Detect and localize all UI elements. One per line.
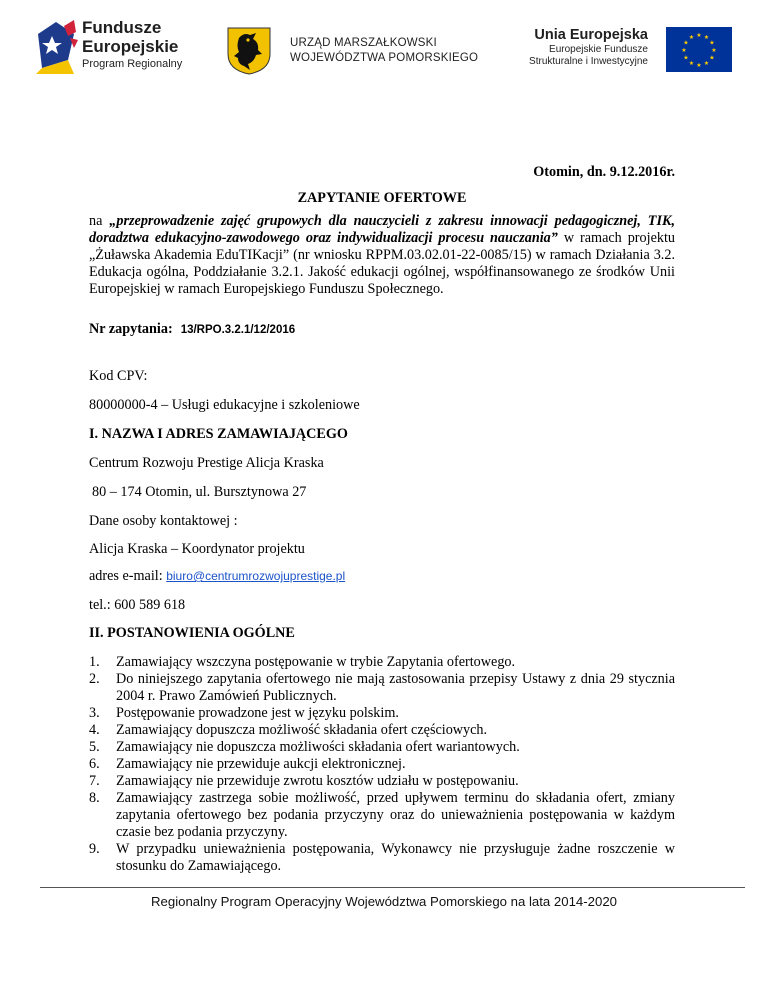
fe-star-icon [34, 16, 80, 76]
fe-line1: Fundusze [82, 18, 162, 37]
provision-item [89, 773, 675, 790]
provision-text: W przypadku unieważnienia postępowania, Wykonawcy nie przysługuje żadne roszczenie w stosunku do Zamawiającego. [116, 841, 675, 874]
organization-name: Centrum Rozwoju Prestige Alicja Kraska [89, 455, 324, 471]
email-label: adres e-mail: [89, 568, 167, 584]
eu-line1: Unia Europejska [534, 27, 648, 43]
provision-number: 4. [89, 722, 100, 738]
provision-number: 7. [89, 773, 100, 789]
provision-text: Postępowanie prowadzone jest w języku polskim. [116, 705, 399, 721]
svg-text:★: ★ [688, 60, 695, 67]
office-line1: URZĄD MARSZAŁKOWSKI [290, 37, 437, 49]
office-line2: WOJEWÓDZTWA POMORSKIEGO [290, 52, 479, 64]
provision-text: Zamawiający nie dopuszcza możliwości składania ofert wariantowych. [116, 739, 520, 755]
svg-text:★: ★ [688, 34, 695, 41]
intro-prefix: na [89, 213, 110, 229]
svg-text:★: ★ [696, 62, 702, 69]
svg-text:★: ★ [696, 32, 702, 39]
eu-line3: Strukturalne i Inwestycyjne [529, 56, 648, 67]
svg-text:★: ★ [683, 39, 689, 47]
marshal-office-name [290, 36, 478, 66]
cpv-label: Kod CPV: [89, 368, 148, 384]
phone: tel.: 600 589 618 [89, 597, 186, 613]
fe-line2: Europejskie [82, 37, 179, 56]
provision-number: 9. [89, 841, 100, 857]
pomorskie-griffin-crest-icon [226, 26, 272, 76]
provision-item [89, 722, 675, 739]
request-number: 13/RPO.3.2.1/12/2016 [180, 324, 296, 336]
provision-text: Zamawiający zastrzega sobie możliwość, przed upływem terminu do składania ofert, zmiany zapytania ofertowego bez podania przyczyny oraz do unieważnienia postępowania w każdym czasie bez podania przyczyny. [116, 790, 675, 840]
provision-item [89, 739, 675, 756]
footer-text: Regionalny Program Operacyjny Województwa Pomorskiego na lata 2014-2020 [151, 894, 617, 909]
provision-item [89, 756, 675, 773]
svg-text:★: ★ [711, 47, 717, 54]
section-2-heading: II. POSTANOWIENIA OGÓLNE [89, 625, 295, 641]
provision-item [89, 841, 675, 875]
provision-text: Zamawiający dopuszcza możliwość składania ofert częściowych. [116, 722, 488, 738]
intro-subject: „przeprowadzenie zajęć grupowych dla nauczycieli z zakresu innowacji pedagogicznej, TIK, doradztwa edukacyjno-zawodowego oraz indywidualizacji procesu nauczania” [89, 213, 675, 246]
provision-number: 8. [89, 790, 100, 806]
header [0, 0, 768, 100]
provision-number: 6. [89, 756, 100, 772]
intro-paragraph [89, 213, 675, 298]
contact-person: Alicja Kraska – Koordynator projektu [89, 541, 305, 557]
svg-text:★: ★ [703, 60, 710, 67]
eu-line2: Europejskie Fundusze [549, 44, 648, 55]
eu-flag-icon [666, 27, 732, 72]
provision-number: 3. [89, 705, 100, 721]
svg-text:★: ★ [681, 47, 687, 54]
provision-item [89, 790, 675, 841]
provision-number: 2. [89, 671, 100, 687]
section-1-heading: I. NAZWA I ADRES ZAMAWIAJĄCEGO [89, 426, 348, 442]
provision-item [89, 671, 675, 705]
provision-item [89, 654, 675, 671]
svg-text:★: ★ [683, 54, 689, 62]
contact-label: Dane osoby kontaktowej : [89, 513, 238, 529]
provision-number: 1. [89, 654, 100, 670]
provision-number: 5. [89, 739, 100, 755]
document-date: Otomin, dn. 9.12.2016r. [533, 164, 675, 180]
organization-address: 80 – 174 Otomin, ul. Bursztynowa 27 [92, 484, 307, 500]
email-row [89, 568, 345, 585]
svg-text:★: ★ [703, 34, 710, 41]
general-provisions-list [89, 654, 675, 875]
provision-text: Zamawiający wszczyna postępowanie w trybie Zapytania ofertowego. [116, 654, 516, 670]
svg-text:★: ★ [709, 54, 715, 62]
provision-text: Zamawiający nie przewiduje zwrotu kosztów udziału w postępowaniu. [116, 773, 519, 789]
fe-line3: Program Regionalny [82, 58, 183, 70]
footer-divider [40, 887, 745, 888]
provision-text: Do niniejszego zapytania ofertowego nie mają zastosowania przepisy Ustawy z dnia 29 stycznia 2004 r. Prawo Zamówień Publicznych. [116, 671, 675, 704]
request-number-row [89, 321, 295, 339]
provision-text: Zamawiający nie przewiduje aukcji elektronicznej. [116, 756, 406, 772]
request-number-label: Nr zapytania: [89, 321, 173, 337]
document-title: ZAPYTANIE OFERTOWE [297, 190, 467, 206]
provision-item [89, 705, 675, 722]
eu-funds-label [520, 26, 648, 68]
fe-logo-text [82, 18, 182, 71]
cpv-value: 80000000-4 – Usługi edukacyjne i szkoleniowe [89, 397, 360, 413]
fundusze-europejskie-logo [34, 16, 184, 80]
email-link[interactable]: biuro@centrumrozwojuprestige.pl [166, 569, 346, 583]
svg-text:★: ★ [709, 39, 715, 47]
intro-rest: w ramach projektu „Żuławska Akademia EduTIKacji” (nr wniosku RPPM.03.02.01-22-0085/15) w ramach Działania 3.2. Edukacja ogólna, Poddziałanie 3.2.1. Jakość edukacji ogólnej, współfinansowanego ze środków Unii Europejskiej w ramach Europejskiego Funduszu Społecznego. [89, 230, 675, 297]
